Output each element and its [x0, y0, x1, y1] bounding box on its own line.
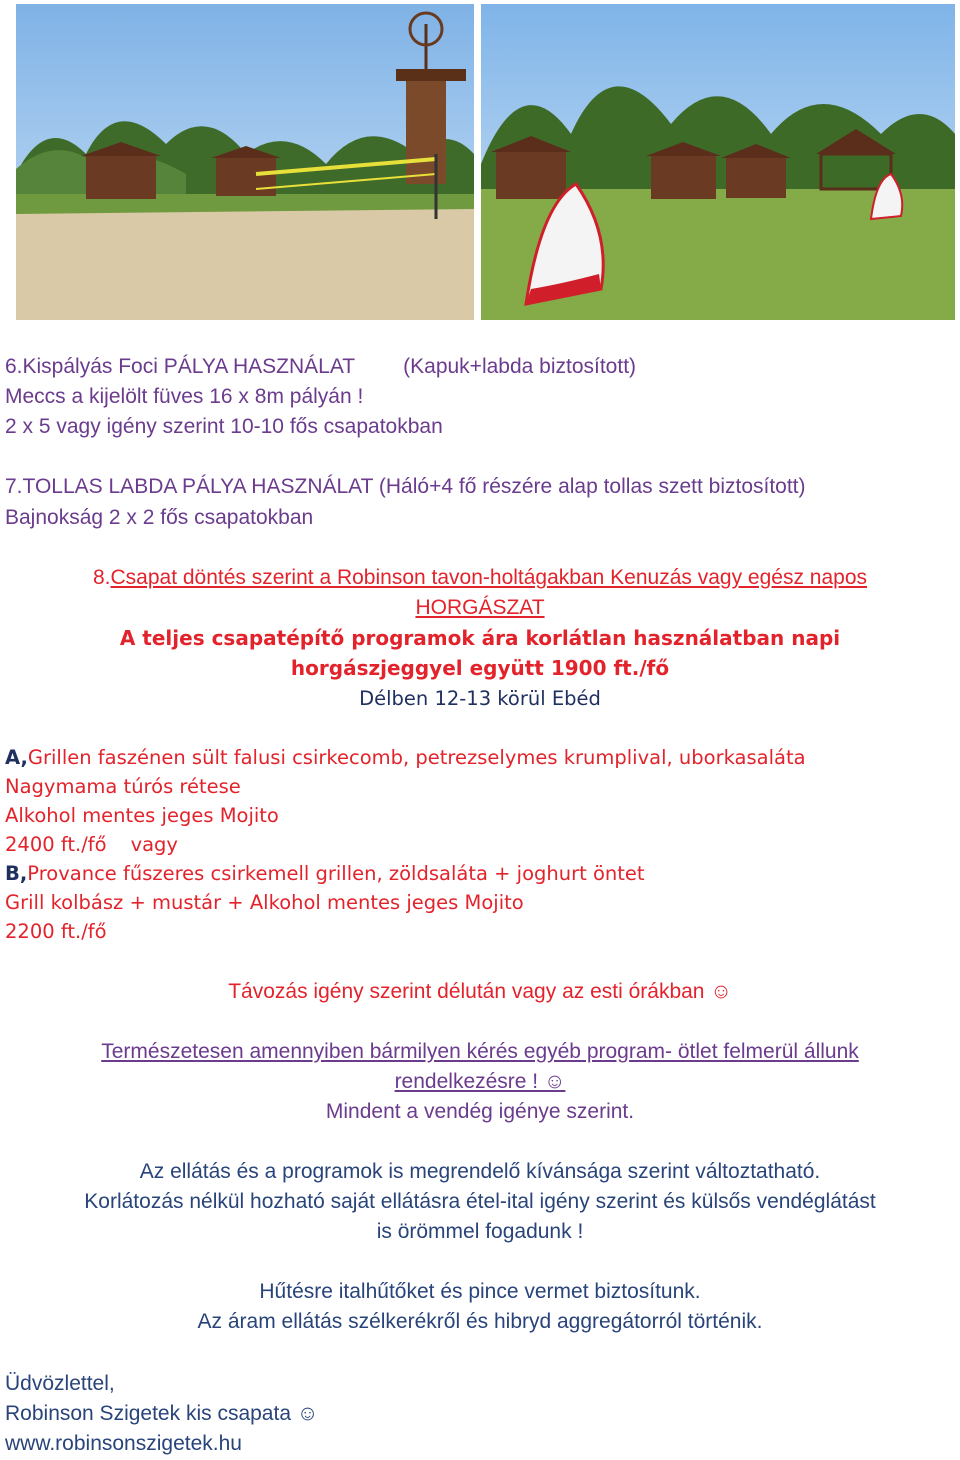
- section-7-line-2: Bajnokság 2 x 2 fős csapatokban: [5, 506, 314, 529]
- greeting: Üdvözlettel,: [5, 1372, 115, 1395]
- football-field-photo: [481, 4, 955, 320]
- change-note-line-2: Korlátozás nélkül hozható saját ellátásra étel-ital igény szerint és külsős vendéglátást: [84, 1190, 876, 1213]
- menu-a-label: A,: [5, 746, 28, 769]
- menu-a-line-3: Alkohol mentes jeges Mojito: [5, 804, 279, 827]
- section-7-title: 7.TOLLAS LABDA PÁLYA HASZNÁLAT (Háló+4 fő részére alap tollas szett biztosított): [5, 475, 806, 498]
- menu-b-line-1: [0, 859, 960, 889]
- menu-or: vagy: [130, 833, 178, 856]
- lunch-heading: Délben 12-13 körül Ebéd: [359, 687, 601, 710]
- section-6-line-3: 2 x 5 vagy igény szerint 10-10 fős csapatokban: [5, 415, 443, 438]
- change-note-line-3: is örömmel fogadunk !: [376, 1220, 584, 1243]
- website-link[interactable]: www.robinsonszigetek.hu: [5, 1432, 242, 1455]
- team-signature: Robinson Szigetek kis csapata ☺: [5, 1402, 319, 1425]
- extra-request-line-1: Természetesen amennyiben bármilyen kérés egyéb program- ötlet felmerül állunk: [101, 1040, 859, 1063]
- extra-request-text: rendelkezésre ! ☺: [394, 1070, 566, 1093]
- menu-a-text: Grillen faszénen sült falusi csirkecomb, petrezselymes krumplival, uborkasaláta: [27, 746, 806, 769]
- section-8-price-line-1: A teljes csapatépítő programok ára korlátlan használatban napi: [119, 626, 841, 650]
- section-6-title-line: [0, 352, 960, 382]
- volleyball-court-photo: [16, 4, 474, 320]
- menu-a-price: 2400 ft./fő: [5, 833, 107, 856]
- departure-note: Távozás igény szerint délután vagy az esti órákban ☺: [228, 980, 732, 1003]
- extra-request-line-2: [0, 1067, 960, 1097]
- section-8-price-line-2: horgászjeggyel együtt 1900 ft./fő: [290, 656, 670, 680]
- change-note-line-1: Az ellátás és a programok is megrendelő kívánsága szerint változtatható.: [139, 1160, 821, 1183]
- power-note: Az áram ellátás szélkerékről és hibryd aggregátorról történik.: [197, 1310, 763, 1333]
- section-8-line-1: [0, 563, 960, 593]
- menu-b-line-2: Grill kolbász + mustár + Alkohol mentes jeges Mojito: [5, 891, 524, 914]
- section-6-note: (Kapuk+labda biztosított): [403, 355, 637, 378]
- section-8-number: 8.: [92, 566, 111, 589]
- menu-a-price-line: [0, 830, 960, 860]
- menu-b-price: 2200 ft./fő: [5, 920, 107, 943]
- section-6-title: 6.Kispályás Foci PÁLYA HASZNÁLAT: [5, 355, 356, 378]
- section-6-line-2: Meccs a kijelölt füves 16 x 8m pályán !: [5, 385, 364, 408]
- section-8-text: Csapat döntés szerint a Robinson tavon-holtágakban Kenuzás vagy egész napos: [110, 566, 867, 589]
- menu-b-label: B,: [5, 862, 28, 885]
- menu-b-text: Provance fűszeres csirkemell grillen, zöldsaláta + joghurt öntet: [27, 862, 645, 885]
- menu-a-line-2: Nagymama túrós rétese: [5, 775, 241, 798]
- menu-a-line-1: [0, 743, 960, 773]
- section-8-fishing: HORGÁSZAT: [415, 596, 545, 619]
- extra-request-line-3: Mindent a vendég igénye szerint.: [325, 1100, 635, 1123]
- cooling-note: Hűtésre italhűtőket és pince vermet biztosítunk.: [259, 1280, 701, 1303]
